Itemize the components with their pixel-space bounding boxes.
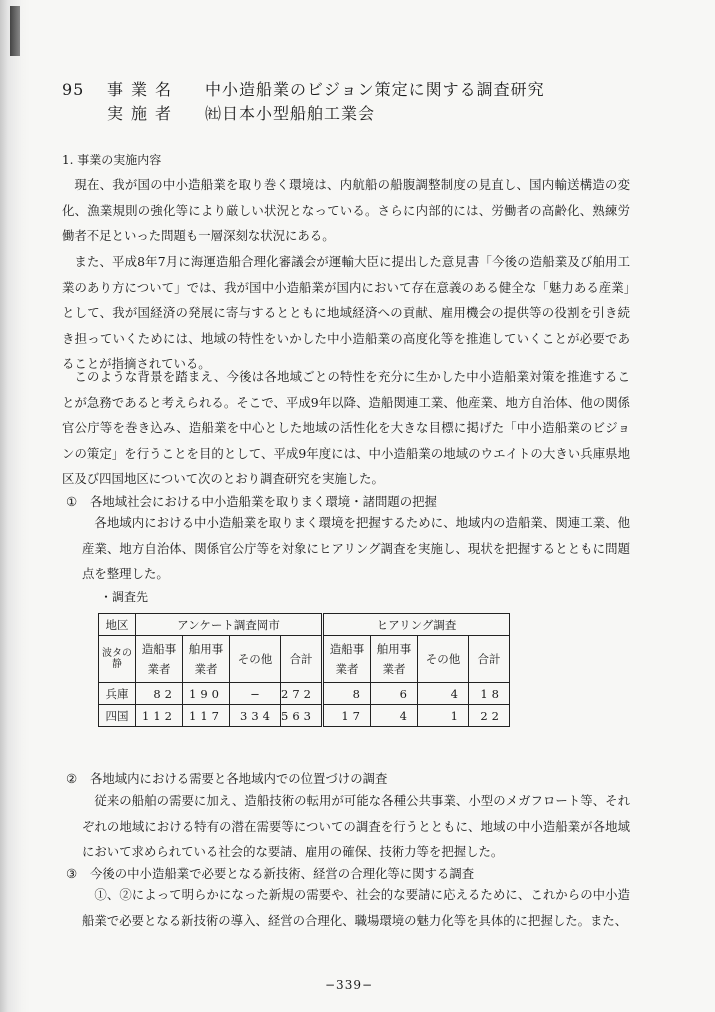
cell-value: 563: [281, 705, 323, 727]
cell-value: 4: [418, 683, 469, 705]
table-row: [99, 683, 510, 705]
col-shipbuilder-h: 造船事業者: [323, 636, 371, 683]
executor-label: 実施者: [107, 104, 180, 123]
cell-value: 1: [418, 705, 469, 727]
cell-value: 272: [281, 683, 323, 705]
section-heading: 1. 事業の実施内容: [62, 153, 162, 167]
binding-shadow: [0, 0, 30, 1012]
cell-value: 82: [136, 683, 183, 705]
hearing-header: ヒアリング調査: [323, 614, 510, 636]
project-label: 事業名: [107, 80, 180, 99]
cell-value: 17: [323, 705, 371, 727]
cell-value: 334: [230, 705, 281, 727]
col-other-h: その他: [418, 636, 469, 683]
item-2-title: 各地域内における需要と各地域内での位置づけの調査: [90, 771, 388, 786]
item-1-title: 各地域社会における中小造船業を取りまく環境・諸問題の把握: [90, 494, 437, 509]
col-other: その他: [230, 636, 281, 683]
item-3-title: 今後の中小造船業で必要となる新技術、経営の合理化等に関する調査: [90, 866, 475, 881]
survey-label: ・調査先: [100, 590, 149, 604]
region-header: 地区: [99, 614, 136, 636]
col-total: 合計: [281, 636, 323, 683]
header-line-project: [62, 78, 545, 102]
col-marine: 舶用事業者: [183, 636, 230, 683]
paragraph-2: また、平成8年7月に海運造船合理化審議会が運輸大臣に提出した意見書「今後の造船業及び舶用工業のあり方について」では、我が国中小造船業が国内において存在意義のある健全な「魅力ある産業」として、我が国経済の発展に寄与するとともに地域経済への貢献、雇用機会の提供等の役割を引き続き担っていくためには、地域の特性をいかした中小造船業の高度化等を推進していくことが必要であることが指摘されている。: [62, 254, 630, 371]
item-2-marker: ②: [66, 771, 78, 786]
page-number: −339−: [325, 978, 374, 992]
item-1-text: 各地域内における中小造船業を取りまく環境を把握するために、地域内の造船業、関連工業、他産業、地方自治体、関係官公庁等を対象にヒアリング調査を実施し、現状を把握するとともに問題点を整理した。: [82, 515, 630, 581]
stub-header: 波タの静: [99, 636, 136, 683]
item-1-heading: [66, 494, 437, 510]
col-total-h: 合計: [469, 636, 510, 683]
cell-value: 6: [371, 683, 418, 705]
executor-name: ㈳日本小型船舶工業会: [205, 104, 376, 123]
binding-mark: [10, 6, 20, 56]
cell-value: 18: [469, 683, 510, 705]
table-header-row-1: [99, 614, 510, 636]
project-title: 中小造船業のビジョン策定に関する調査研究: [205, 80, 545, 99]
cell-value: 8: [323, 683, 371, 705]
item-3-marker: ③: [66, 866, 78, 881]
col-marine-h: 舶用事業者: [371, 636, 418, 683]
cell-value: 112: [136, 705, 183, 727]
item-3-text: ①、②によって明らかになった新規の需要や、社会的な要請に応えるために、これからの中小造船業で必要となる新技術の導入、経営の合理化、職場環境の魅力化等を具体的に把握した。また、: [82, 887, 630, 928]
item-2-text: 従来の船舶の需要に加え、造船技術の転用が可能な各種公共事業、小型のメガフロート等、それぞれの地域における特有の潜在需要等についての調査を行うとともに、地域の中小造船業が各地域において求められている社会的な要請、雇用の確保、技術力等を把握した。: [82, 793, 630, 859]
header-line-executor: [62, 102, 545, 126]
cell-value: 4: [371, 705, 418, 727]
cell-value: 190: [183, 683, 230, 705]
paragraph-3: このような背景を踏まえ、今後は各地域ごとの特性を充分に生かした中小造船業対策を推進することが急務であると考えられる。そこで、平成9年以降、造船関連工業、他産業、地方自治体、他の関係官公庁等を巻き込み、造船業を中心とした地域の活性化を大きな目標に掲げた「中小造船業のビジョンの策定」を行うことを目的として、平成9年度には、中小造船業の地域のウエイトの大きい兵庫県地区及び四国地区について次のとおり調査研究を実施した。: [62, 369, 630, 486]
survey-table: [98, 613, 510, 727]
cell-value: 22: [469, 705, 510, 727]
table-header-row-2: [99, 636, 510, 683]
cell-value: 117: [183, 705, 230, 727]
col-shipbuilder: 造船事業者: [136, 636, 183, 683]
questionnaire-header: アンケート調査岡市: [136, 614, 323, 636]
paragraph-1: 現在、我が国の中小造船業を取り巻く環境は、内航船の船腹調整制度の見直し、国内輸送構造の変化、漁業規則の強化等により厳しい状況となっている。さらに内部的には、労働者の高齢化、熟練労働者不足といった問題も一層深刻な状況にある。: [62, 177, 630, 243]
region-cell: 四国: [99, 705, 136, 727]
item-1-marker: ①: [66, 494, 78, 509]
region-cell: 兵庫: [99, 683, 136, 705]
item-2-heading: [66, 771, 387, 787]
project-number: 95: [62, 80, 85, 99]
item-3-heading: [66, 866, 474, 882]
cell-value: −: [230, 683, 281, 705]
document-header: [62, 78, 545, 126]
table-row: [99, 705, 510, 727]
